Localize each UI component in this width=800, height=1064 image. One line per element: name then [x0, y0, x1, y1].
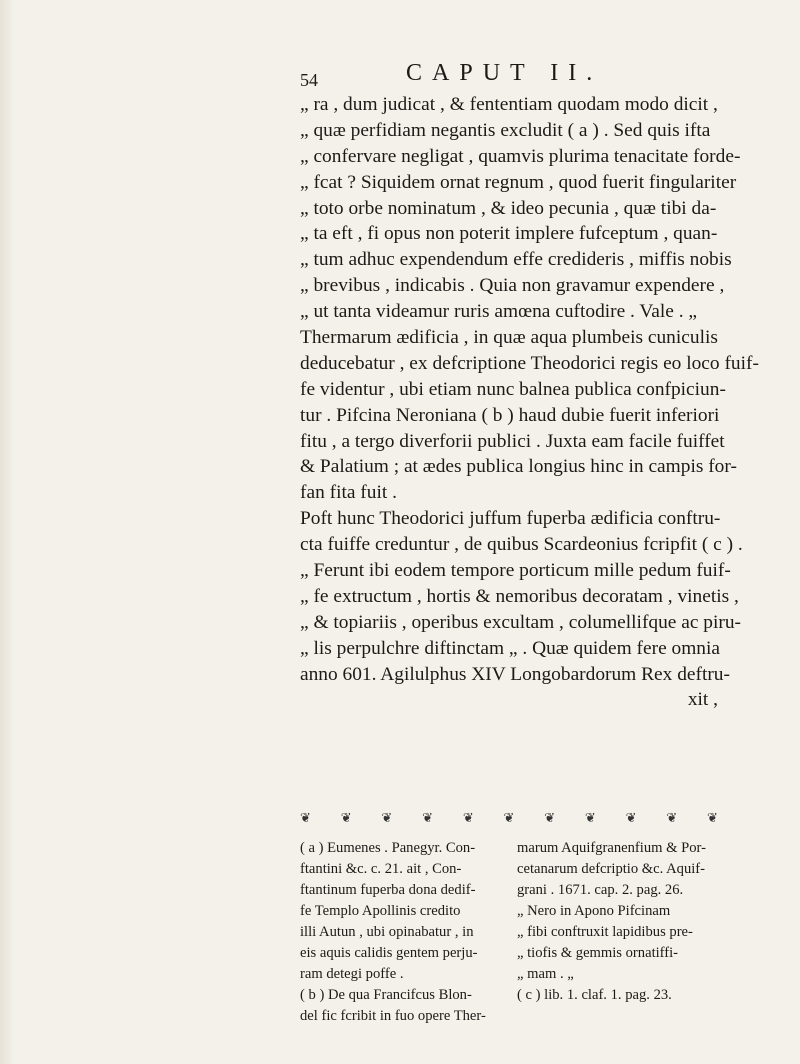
main-text	[300, 92, 759, 713]
text-line: Thermarum ædificia , in quæ aqua plumbeis cuniculis	[300, 327, 718, 349]
fleuron-icon: ❦	[544, 810, 556, 825]
fleuron-icon: ❦	[625, 810, 637, 825]
text-line: „ Ferunt ibi eodem tempore porticum mille pedum fuif-	[300, 560, 731, 582]
footnote-column-left	[300, 838, 503, 1027]
footnote-line: ftantini &c. c. 21. ait , Con-	[300, 861, 462, 877]
text-line: „ ut tanta videamur ruris amœna cuftodire . Vale . „	[300, 301, 698, 323]
footnote-line: „ Nero in Apono Pifcinam	[517, 903, 671, 919]
text-line: „ lis perpulchre diftinctam „ . Quæ quidem fere omnia	[300, 637, 720, 659]
footnote-line: „ fibi conftruxit lapidibus pre-	[517, 924, 693, 940]
text-line: fitu , a tergo diverforii publici . Juxta eam facile fuiffet	[300, 430, 725, 452]
footnote-line: „ mam . „	[517, 966, 574, 982]
text-line: Poft hunc Theodorici juffum fuperba ædificia conftru-	[300, 508, 721, 530]
text-line: xit ,	[687, 689, 718, 711]
text-line: „ ra , dum judicat , & fententiam quodam modo dicit ,	[300, 94, 718, 115]
text-line: „ quæ perfidiam negantis excludit ( a ) . Sed quis ifta	[300, 119, 711, 141]
text-line: fe videntur , ubi etiam nunc balnea publica confpiciun-	[300, 378, 726, 400]
footnote-line: ram detegi poffe .	[300, 966, 404, 982]
footnote-line: grani . 1671. cap. 2. pag. 26.	[517, 882, 684, 898]
footnote-line: ( a ) Eumenes . Panegyr. Con-	[300, 840, 476, 856]
text-line: „ & topiariis , operibus excultam , columellifque ac piru-	[300, 611, 742, 633]
footnote-line: ( c ) lib. 1. claf. 1. pag. 23.	[517, 987, 672, 1003]
ornament-rule	[300, 810, 718, 826]
fleuron-icon: ❦	[340, 810, 352, 825]
footnote-line: eis aquis calidis gentem perju-	[300, 945, 478, 961]
text-line: deducebatur , ex defcriptione Theodorici regis eo loco fuif-	[300, 352, 759, 374]
page-header	[300, 60, 720, 90]
footnote-line: ftantinum fuperba dona dedif-	[300, 882, 476, 898]
text-line: fan fita fuit .	[300, 482, 397, 504]
text-line: cta fuiffe creduntur , de quibus Scardeonius fcripfit ( c ) .	[300, 534, 743, 556]
footnote-line: „ tiofis & gemmis ornatiffi-	[517, 945, 679, 961]
text-line: tur . Pifcina Neroniana ( b ) haud dubie fuerit inferiori	[300, 404, 720, 426]
text-line: „ brevibus , indicabis . Quia non gravamur expendere ,	[300, 275, 725, 297]
footnote-line: illi Autun , ubi opinabatur , in	[300, 924, 474, 940]
footnote-line: del fic fcribit in fuo opere Ther-	[300, 1008, 486, 1024]
footnote-column-right	[517, 838, 720, 1027]
text-line: „ fcat ? Siquidem ornat regnum , quod fuerit fingulariter	[300, 171, 737, 193]
text-line: „ fe extructum , hortis & nemoribus decoratam , vinetis ,	[300, 585, 739, 607]
footnote-line: fe Templo Apollinis credito	[300, 903, 461, 919]
fleuron-icon: ❦	[503, 810, 515, 825]
fleuron-icon: ❦	[462, 810, 474, 825]
page-edge	[0, 0, 14, 1064]
footnote-line: ( b ) De qua Francifcus Blon-	[300, 987, 472, 1003]
running-head: CAPUT II.	[406, 60, 603, 86]
text-line: „ toto orbe nominatum , & ideo pecunia , quæ tibi da-	[300, 197, 717, 219]
fleuron-icon: ❦	[422, 810, 434, 825]
text-line: „ confervare negligat , quamvis plurima tenacitate forde-	[300, 145, 741, 167]
footnotes	[300, 838, 720, 1027]
footnote-line: marum Aquifgranenfium & Por-	[517, 840, 706, 856]
fleuron-icon: ❦	[666, 810, 678, 825]
text-line: anno 601. Agilulphus XIV Longobardorum Rex deftru-	[300, 663, 730, 685]
text-line: & Palatium ; at ædes publica longius hinc in campis for-	[300, 456, 737, 478]
page-number: 54	[300, 70, 318, 90]
text-line: „ ta eft , fi opus non poterit implere fufceptum , quan-	[300, 223, 718, 245]
text-line: „ tum adhuc expendendum effe credideris , miffis nobis	[300, 249, 732, 271]
fleuron-icon: ❦	[381, 810, 393, 825]
footnote-line: cetanarum defcriptio &c. Aquif-	[517, 861, 706, 877]
fleuron-icon: ❦	[300, 810, 311, 825]
fleuron-icon: ❦	[584, 810, 596, 825]
fleuron-icon: ❦	[707, 810, 718, 825]
